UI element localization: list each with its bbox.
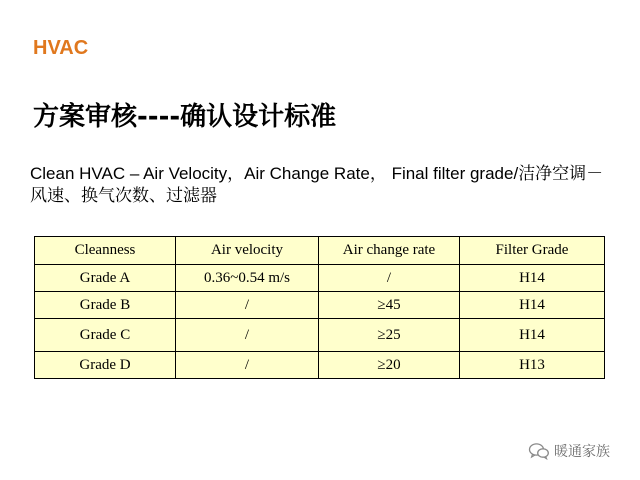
cell-cleanness: Grade C [35, 319, 176, 352]
design-standard-table [34, 236, 605, 379]
header-filter-grade: Filter Grade [460, 237, 605, 265]
cell-air-change-rate: ≥20 [319, 352, 460, 379]
subtitle [30, 163, 620, 207]
page-title: 方案审核----确认设计标准 [33, 102, 337, 132]
watermark [528, 441, 610, 461]
header-air-velocity: Air velocity [176, 237, 319, 265]
table-row [35, 265, 605, 292]
cell-cleanness: Grade A [35, 265, 176, 292]
cell-filter-grade: H14 [460, 319, 605, 352]
cell-air-velocity: / [176, 292, 319, 319]
brand-label: HVAC [33, 37, 89, 59]
cell-air-change-rate: ≥25 [319, 319, 460, 352]
cell-air-change-rate: ≥45 [319, 292, 460, 319]
header-air-change-rate: Air change rate [319, 237, 460, 265]
cell-air-velocity: 0.36~0.54 m/s [176, 265, 319, 292]
table-row [35, 292, 605, 319]
cell-filter-grade: H14 [460, 265, 605, 292]
cell-cleanness: Grade B [35, 292, 176, 319]
table-header-row [35, 237, 605, 265]
cell-air-velocity: / [176, 319, 319, 352]
table-row [35, 352, 605, 379]
subtitle-chinese: 洁净空调－风速、换气次数、过滤器 [30, 164, 604, 206]
cell-air-change-rate: / [319, 265, 460, 292]
subtitle-english: Clean HVAC – Air Velocity，Air Change Rate， Final filter grade/ [30, 164, 519, 183]
cell-filter-grade: H14 [460, 292, 605, 319]
cell-cleanness: Grade D [35, 352, 176, 379]
wechat-icon [528, 442, 550, 460]
header-cleanness: Cleanness [35, 237, 176, 265]
watermark-text: 暖通家族 [554, 444, 610, 460]
cell-filter-grade: H13 [460, 352, 605, 379]
cell-air-velocity: / [176, 352, 319, 379]
table-row [35, 319, 605, 352]
